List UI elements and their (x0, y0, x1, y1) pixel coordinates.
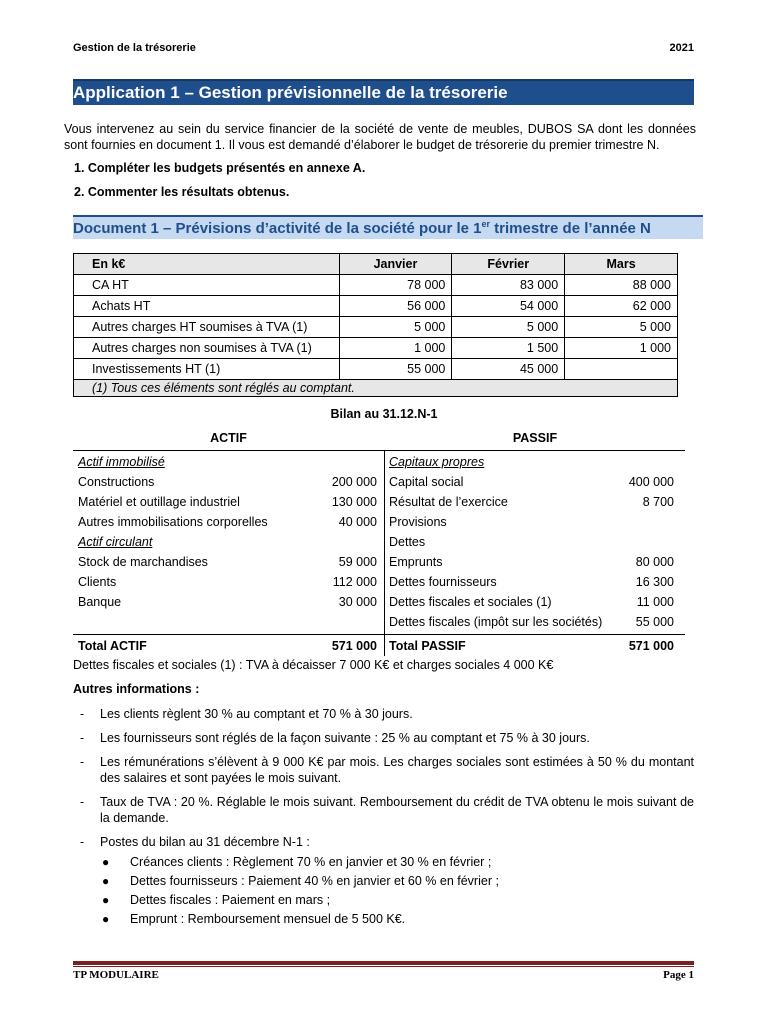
document-title: Document 1 – Prévisions d’activité de la société pour le 1er trimestre de l’année N (73, 219, 651, 237)
column-header: Janvier (339, 254, 452, 275)
row-label: CA HT (74, 275, 340, 296)
list-item: ● Dettes fournisseurs : Paiement 40 % en janvier et 60 % en février ; (102, 874, 499, 888)
table-cell: 56 000 (339, 296, 452, 317)
actif-item-label: Matériel et outillage industriel (78, 495, 240, 509)
table-cell: 1 500 (452, 338, 565, 359)
row-label: Achats HT (74, 296, 340, 317)
table-cell: 88 000 (565, 275, 678, 296)
list-item: - Taux de TVA : 20 %. Réglable le mois suivant. Remboursement du crédit de TVA obtenu le mois suivant de la demande. (80, 795, 694, 825)
table-row (74, 317, 678, 338)
table-cell: 55 000 (339, 359, 452, 380)
row-label: Autres charges HT soumises à TVA (1) (74, 317, 340, 338)
column-header: Février (452, 254, 565, 275)
actif-section-label: Actif circulant (78, 535, 153, 549)
bullet-icon: ● (102, 912, 110, 926)
table-note-row (74, 380, 678, 397)
passif-item-label: Capital social (389, 475, 464, 489)
table-cell: 83 000 (452, 275, 565, 296)
actif-header: ACTIF (210, 431, 247, 445)
footer-rule-thin (73, 966, 694, 967)
passif-item-value: 8 700 (642, 495, 674, 509)
passif-item-label: Dettes (389, 535, 426, 549)
autres-list (72, 706, 694, 935)
table-header-row (74, 254, 678, 275)
question-2: 2. Commenter les résultats obtenus. (74, 185, 290, 199)
passif-item-value: 55 000 (635, 615, 674, 629)
list-item: - Les rémunérations s’élèvent à 9 000 K€ par mois. Les charges sociales sont estimées à 50 % du montant des salaires et sont payées le mois suivant. (80, 755, 694, 785)
table-cell: 1 000 (339, 338, 452, 359)
actif-item-label: Stock de marchandises (78, 555, 208, 569)
table-cell: 54 000 (452, 296, 565, 317)
bilan-table (73, 428, 685, 656)
table-row (74, 275, 678, 296)
table-cell: 78 000 (339, 275, 452, 296)
passif-item-value: 400 000 (628, 475, 674, 489)
list-item: ● Emprunt : Remboursement mensuel de 5 500 K€. (102, 912, 406, 926)
header-year: 2021 (669, 42, 694, 54)
list-item: - Les clients règlent 30 % au comptant et 70 % à 30 jours. (80, 707, 413, 721)
bilan-total-rule (73, 634, 685, 635)
table-cell: 5 000 (452, 317, 565, 338)
passif-header: PASSIF (512, 431, 558, 445)
bilan-top-rule (73, 450, 685, 451)
question-1: 1. Compléter les budgets présentés en annexe A. (74, 161, 366, 175)
total-passif-value: 571 000 (628, 639, 674, 653)
postes-list (100, 854, 694, 927)
passif-item-label: Dettes fournisseurs (389, 575, 497, 589)
bullet-icon: ● (102, 855, 110, 869)
total-actif-value: 571 000 (331, 639, 377, 653)
total-passif-label: Total PASSIF (389, 639, 466, 653)
list-item: - Postes du bilan au 31 décembre N-1 : ● Créances clients : Règlement 70 % en janvier et 30 % en février ; ● Dettes fournisseurs : Paiement 40 % en janvier et 60 % en février ; ● Dettes fiscales : Paiement en mars ; ● Emprunt : Remboursement mensuel de 5 500 K€. (72, 834, 694, 927)
passif-item-label: Emprunts (389, 555, 443, 569)
actif-item-label: Constructions (78, 475, 155, 489)
bullet-icon: ● (102, 874, 110, 888)
actif-item-label: Banque (78, 595, 122, 609)
bilan-title: Bilan au 31.12.N-1 (330, 407, 438, 421)
bilan-note: Dettes fiscales et sociales (1) : TVA à décaisser 7 000 K€ et charges sociales 4 000 K€ (73, 658, 554, 672)
passif-item-label: Dettes fiscales et sociales (1) (389, 595, 552, 609)
list-item: ● Créances clients : Règlement 70 % en janvier et 30 % en février ; (102, 855, 492, 869)
footer-left: TP MODULAIRE (73, 969, 159, 981)
actif-item-label: Autres immobilisations corporelles (78, 515, 268, 529)
actif-item-value: 200 000 (331, 475, 377, 489)
passif-item-value: 11 000 (636, 595, 674, 609)
passif-item-label: Provisions (389, 515, 447, 529)
table-note: (1) Tous ces éléments sont réglés au comptant. (74, 380, 678, 397)
table-cell: 5 000 (339, 317, 452, 338)
table-cell: 5 000 (565, 317, 678, 338)
list-item: ● Dettes fiscales : Paiement en mars ; (102, 893, 331, 907)
table-row (74, 296, 678, 317)
row-label: Autres charges non soumises à TVA (1) (74, 338, 340, 359)
bilan-center-rule (384, 450, 385, 656)
table-row (74, 359, 678, 380)
table-cell: 45 000 (452, 359, 565, 380)
column-header: En k€ (74, 254, 340, 275)
actif-item-value: 40 000 (338, 515, 377, 529)
table-cell (565, 359, 678, 380)
list-item: - Les fournisseurs sont réglés de la façon suivante : 25 % au comptant et 75 % à 30 jours. (80, 731, 590, 745)
footer-page-number: Page 1 (663, 969, 694, 981)
activity-table (73, 253, 678, 397)
header-title: Gestion de la trésorerie (73, 42, 196, 54)
page-title: Application 1 – Gestion prévisionnelle de la trésorerie (73, 83, 508, 102)
actif-item-value: 112 000 (332, 575, 377, 589)
passif-section-label: Capitaux propres (389, 455, 485, 469)
actif-item-value: 130 000 (331, 495, 377, 509)
document-title-bar (73, 215, 703, 239)
row-label: Investissements HT (1) (74, 359, 340, 380)
actif-item-value: 59 000 (338, 555, 377, 569)
intro-paragraph: Vous intervenez au sein du service financier de la société de vente de meubles, DUBOS SA dont les données sont fournies en document 1. Il vous est demandé d’élaborer le budget de trésorerie du premier trimestre N. (64, 122, 696, 152)
bullet-icon: ● (102, 893, 110, 907)
passif-item-label: Résultat de l’exercice (389, 495, 508, 509)
actif-item-label: Clients (78, 575, 117, 589)
actif-item-value: 30 000 (338, 595, 377, 609)
actif-section-label: Actif immobilisé (78, 455, 165, 469)
footer-rule (73, 961, 694, 965)
table-cell: 62 000 (565, 296, 678, 317)
title-bar (73, 79, 694, 105)
table-row (74, 338, 678, 359)
table-cell: 1 000 (565, 338, 678, 359)
total-actif-label: Total ACTIF (78, 639, 147, 653)
passif-item-value: 16 300 (635, 575, 674, 589)
autres-title: Autres informations : (73, 682, 200, 696)
passif-item-value: 80 000 (635, 555, 674, 569)
passif-item-label: Dettes fiscales (impôt sur les sociétés) (389, 615, 603, 629)
column-header: Mars (565, 254, 678, 275)
